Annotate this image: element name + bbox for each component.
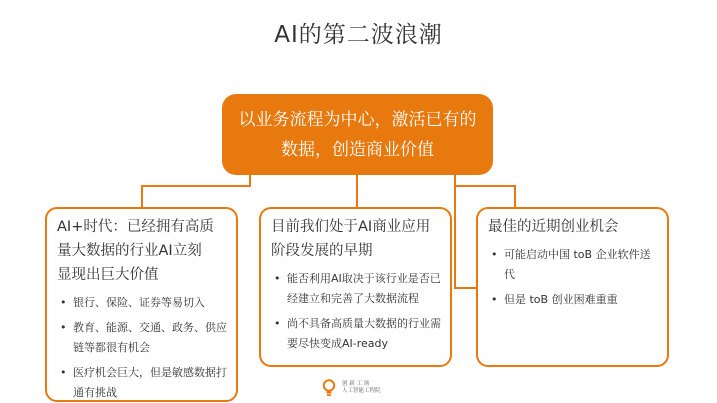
card-title-line: 最佳的近期创业机会 <box>488 219 619 235</box>
card-startup-opportunity <box>476 207 669 367</box>
card-title-line: 目前我们处于AI商业应用 <box>271 219 431 235</box>
company-logo <box>322 379 381 397</box>
bullet-item: • 医疗机会巨大，但是敏感数据打通有挑战 <box>57 363 228 402</box>
bullet-item: • 教育、能源、交通、政务、供应链等都很有机会 <box>57 318 228 358</box>
central-theme-line-1: 以业务流程为中心，激活已有的 <box>238 109 477 130</box>
logo-text <box>342 381 381 395</box>
bullet-item: • 可能启动中国 toB 企业软件送代 <box>488 245 659 285</box>
card-title <box>488 215 659 239</box>
card-title <box>271 215 442 263</box>
lightbulb-icon <box>322 379 336 397</box>
card-ai-plus-era <box>45 207 238 402</box>
bullet-item: • 尚不具备高质量大数据的行业需要尽快变成AI-ready <box>271 314 442 354</box>
central-theme-box <box>222 94 493 175</box>
bullet-item: • 但是 toB 创业困难重重 <box>488 290 659 310</box>
card-title-line: AI+时代：已经拥有高质 <box>57 219 214 235</box>
logo-line-1: 创 新 工 场 <box>342 381 370 387</box>
card-title-line: 显现出巨大价值 <box>57 267 159 283</box>
bullet-item: • 银行、保险、证券等易切入 <box>57 293 228 313</box>
bullet-list <box>271 269 442 354</box>
bullet-list <box>57 293 228 402</box>
logo-line-2: 人工智能工程院 <box>342 388 381 394</box>
connector-right <box>455 175 515 207</box>
card-early-stage <box>259 207 452 367</box>
connector-right-drop <box>455 186 476 288</box>
page-title: AI的第二波浪潮 <box>274 22 443 48</box>
card-title-line: 阶段发展的早期 <box>271 243 373 259</box>
bullet-item: • 能否利用AI取决于该行业是否已经建立和完善了大数据流程 <box>271 269 442 309</box>
central-theme-line-2: 数据，创造商业价值 <box>281 139 434 160</box>
connector-left <box>142 175 250 207</box>
card-title-line: 量大数据的行业AI立刻 <box>57 243 202 259</box>
card-title <box>57 215 228 287</box>
bullet-list <box>488 245 659 310</box>
